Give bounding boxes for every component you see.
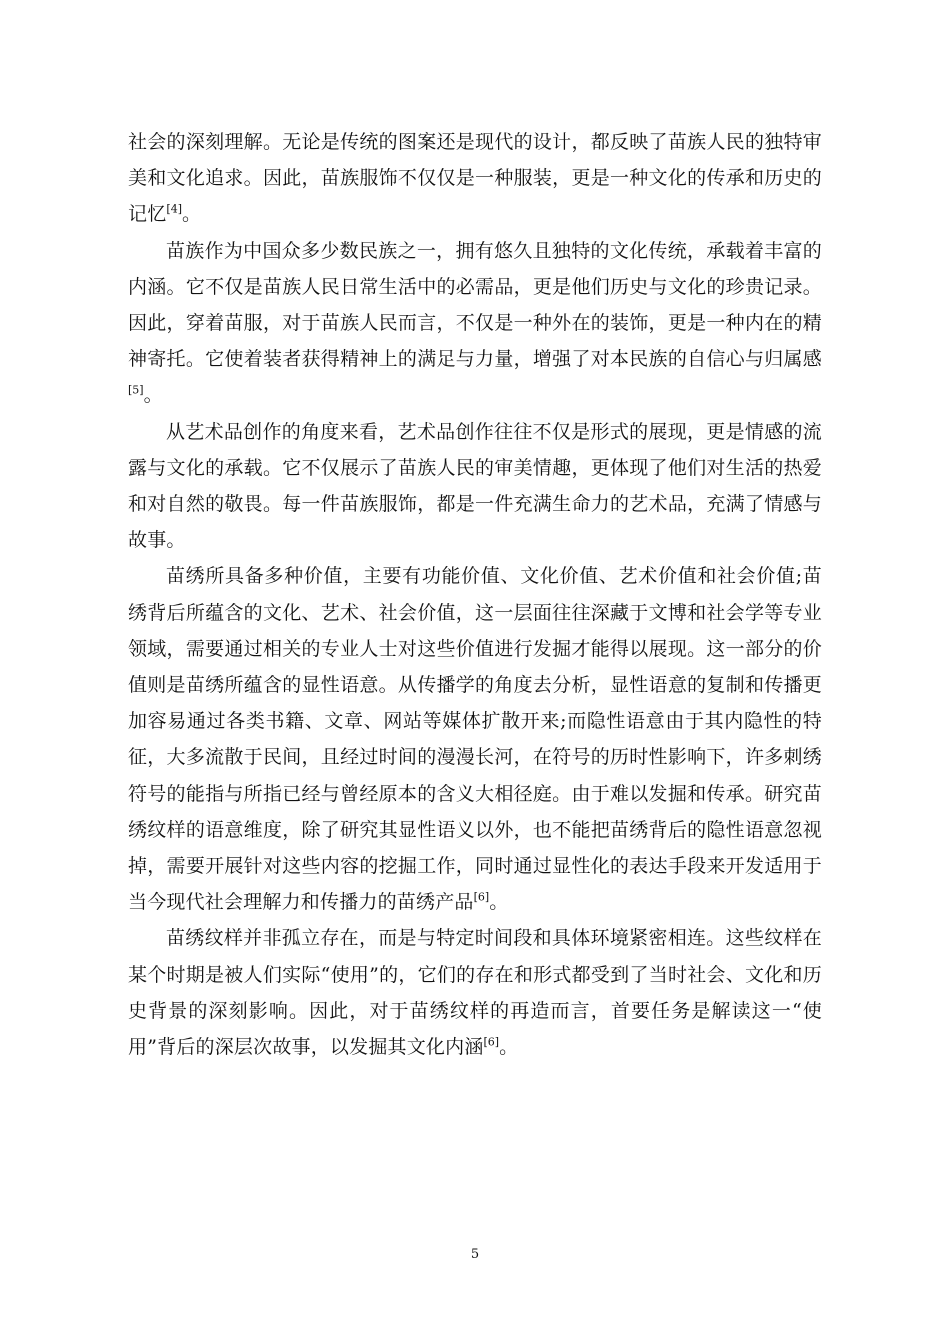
citation-marker: [6] bbox=[473, 890, 490, 904]
paragraph-art-creation bbox=[128, 414, 822, 559]
citation-marker: [4] bbox=[166, 203, 182, 217]
citation-marker: [5] bbox=[128, 384, 144, 398]
page-number: 5 bbox=[470, 1247, 480, 1262]
paragraph-tail: 。 bbox=[489, 891, 509, 914]
body-text bbox=[128, 124, 822, 1065]
paragraph-miao-culture bbox=[128, 233, 822, 414]
paragraph-text: 苗绣所具备多种价值，主要有功能价值、文化价值、艺术价值和社会价值;苗绣背后所蕴含的文化、艺术、社会价值，这一层面往往深藏于文博和社会学等专业领域，需要通过相关的专业人士对这些价值进行发掘才能得以展现。这一部分的价值则是苗绣所蕴含的显性语意。从传播学的角度去分析，显性语意的复制和传播更加容易通过各类书籍、文章、网站等媒体扩散开来;而隐性语意由于其内隐性的特征，大多流散于民间，且经过时间的漫漫长河，在符号的历时性影响下，许多刺绣符号的能指与所指已经与曾经原本的含义大相径庭。由于难以发掘和传承。研究苗绣纹样的语意维度，除了研究其显性语义以外，也不能把苗绣背后的隐性语意忽视掉，需要开展针对这些内容的挖掘工作，同时通过显性化的表达手段来开发适用于当今现代社会理解力和传播力的苗绣产品 bbox=[128, 565, 822, 914]
paragraph-embroidery-value bbox=[128, 558, 822, 920]
paragraph-tail: 。 bbox=[182, 203, 202, 226]
paragraph-continuation bbox=[128, 124, 822, 233]
citation-marker: [6] bbox=[483, 1035, 500, 1049]
paragraph-tail: 。 bbox=[499, 1036, 519, 1059]
paragraph-text: 苗绣纹样并非孤立存在，而是与特定时间段和具体环境紧密相连。这些纹样在某个时期是被人们实际“使用”的，它们的存在和形式都受到了当时社会、文化和历史背景的深刻影响。因此，对于苗绣纹样的再造而言，首要任务是解读这一“使用”背后的深层次故事，以发掘其文化内涵 bbox=[128, 927, 822, 1059]
paragraph-text: 苗族作为中国众多少数民族之一，拥有悠久且独特的文化传统，承载着丰富的内涵。它不仅是苗族人民日常生活中的必需品，更是他们历史与文化的珍贵记录。因此，穿着苗服，对于苗族人民而言，不仅是一种外在的装饰，更是一种内在的精神寄托。它使着装者获得精神上的满足与力量，增强了对本民族的自信心与归属感 bbox=[128, 239, 822, 371]
paragraph-text: 从艺术品创作的角度来看，艺术品创作往往不仅是形式的展现，更是情感的流露与文化的承载。它不仅展示了苗族人民的审美情趣，更体现了他们对生活的热爱和对自然的敬畏。每一件苗族服饰，都是一件充满生命力的艺术品，充满了情感与故事。 bbox=[128, 420, 822, 552]
paragraph-tail: 。 bbox=[143, 384, 163, 407]
paragraph-pattern-context bbox=[128, 920, 822, 1065]
paragraph-text: 社会的深刻理解。无论是传统的图案还是现代的设计，都反映了苗族人民的独特审美和文化追求。因此，苗族服饰不仅仅是一种服装，更是一种文化的传承和历史的记忆 bbox=[128, 131, 822, 226]
